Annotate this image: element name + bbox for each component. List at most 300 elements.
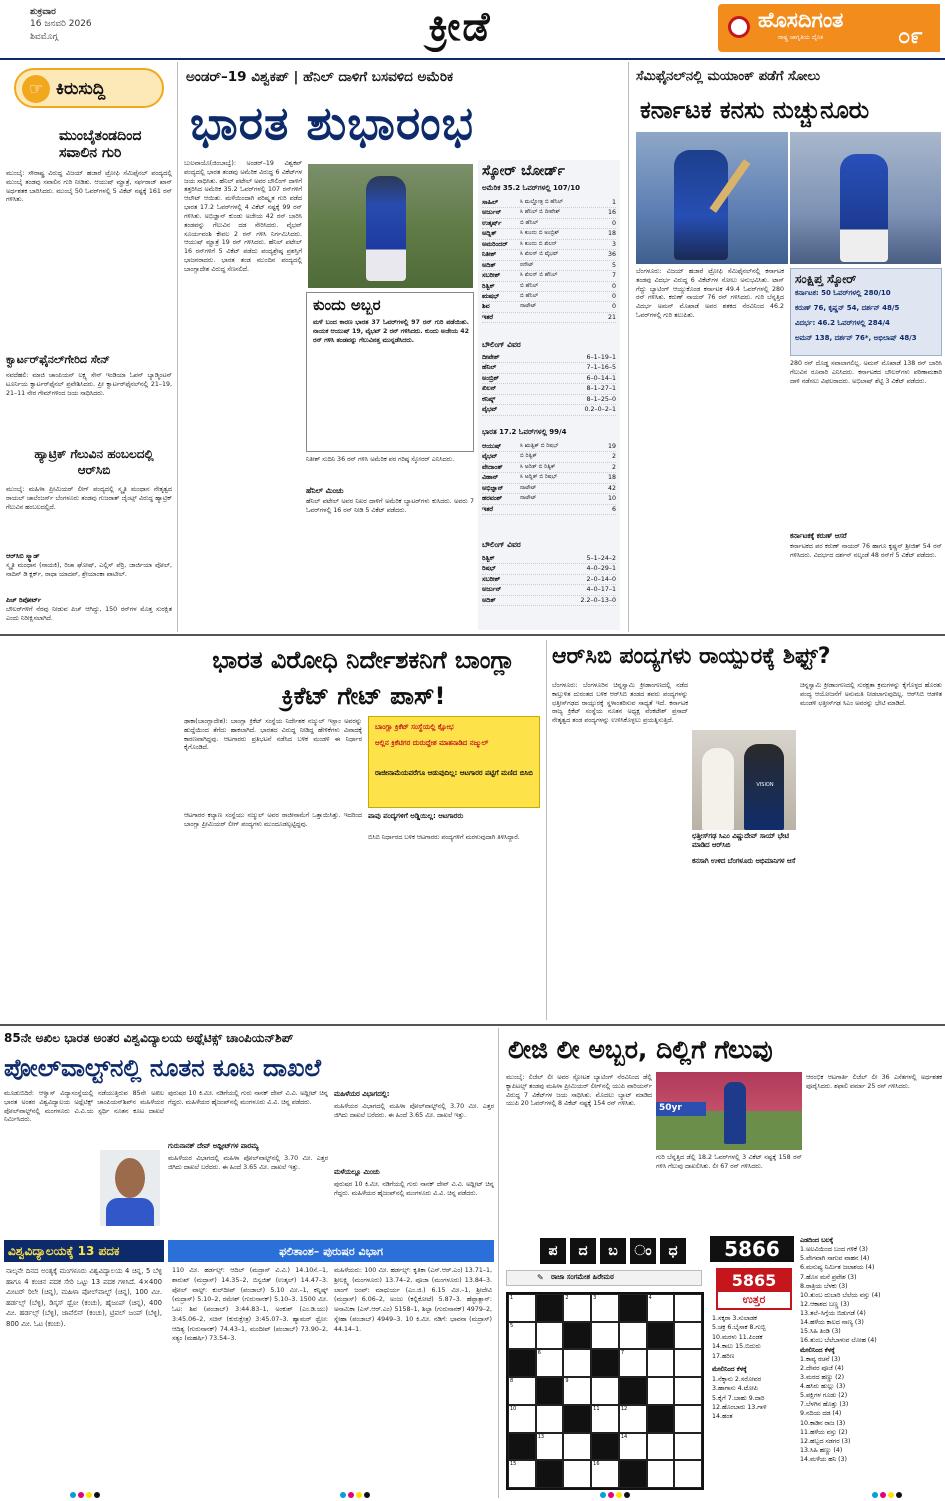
answer-line: 1.ನೆಕ್ಕಾನು 2.ಸರೋವರ [712,1375,762,1383]
clue-number: 8 [510,1378,514,1385]
grid-cell[interactable] [536,1349,564,1377]
answer-line: 1.ಸಕ್ಕರಾ 3.ಸುಲಾಡಕ [712,1315,757,1322]
sponsor-bar [506,1270,702,1286]
clue-number: 4 [648,1295,652,1301]
clue-across: 15.ಸಿಹಿ ತಿಂಡಿ (3) [800,1328,841,1336]
clue-number: 5 [510,1322,514,1329]
title-cell: ಪ [540,1238,566,1264]
grid-cell[interactable] [591,1377,619,1405]
score-cell: 21 [607,313,616,321]
highlight-item: ಆಲ್ಲಿನ ಕ್ರಿಕೆಟಿಗರ ದುರುದ್ದೇಶ ಮಾತನಾಡಿದ ನಜ್ಮುಲ್ [375,739,489,747]
score-cell: ಆಯುಷ್ [482,443,502,450]
answer-line: 17.ಹರಿಣ [712,1352,735,1360]
masthead [0,0,945,56]
clue-number: 14 [620,1433,628,1440]
score-cell: ಸಿ ಮಲ್ಹೋತ್ರ ಬಿ ಹೆನಿಲ್ [520,199,564,205]
score-cell: ನಿತೀಶ್ [482,251,497,259]
score-cell: 6–0–14–1 [586,374,616,382]
summary-line: ಕರ್ನಾಟಕ: 50 ಓವರ್‌ಗಳಲ್ಲಿ 280/10 [795,289,891,297]
score-cell: 2.2–0–13–0 [580,596,616,604]
score-cell: ನಾಟೌಟ್ [520,495,537,502]
clue-number: 15 [510,1461,517,1468]
person-figure [702,748,734,830]
score-cell: 2 [611,453,616,461]
crossword-grid[interactable] [506,1292,704,1490]
score-cell: 6–1–19–1 [586,354,616,361]
score-cell: ಸಿ ಅದಿತ್ ಬಿ ರಿತ್ವಿಕ್ [520,463,556,470]
pole-body-2: ಪುರುಷರ 10 ಕಿ.ಮೀ. ನಡಿಗೆಯಲ್ಲಿ ಗುರು ನಾನಕ್ ದೇವ್ ವಿ.ವಿ. ಅಥ್ಲೀಟ್ ಚಿನ್ನ ಗೆದ್ದರು. ಮಹಿಳೆಯರ ಹೈಜಂಪ್‌ನಲ್ಲಿ ಮಂಗಳೂರು ವಿ.ವಿ. ಚಿನ್ನ ಪಡೆದರು. [168,1090,328,1106]
clue-down: 11.ಹಳೆಯ ವಸ್ತು (2) [800,1428,848,1436]
score-cell: 0 [611,219,616,227]
grid-cell[interactable] [508,1322,536,1350]
grid-cell[interactable] [591,1405,619,1433]
score-cell: ಅದಿತ್ [482,261,496,269]
clue-number: 12 [620,1405,628,1412]
grid-cell[interactable] [563,1377,591,1405]
results-title: ಫಲಿತಾಂಶ– ಪುರುಷರ ವಿಭಾಗ [168,1240,494,1262]
rcb-headline: ಆರ್‌ಸಿಬಿ ಪಂದ್ಯಗಳು ರಾಯ್ಪುರಕ್ಕೆ ಶಿಫ್ಟ್? [552,644,831,669]
grid-block [647,1322,675,1350]
score-cell: ಉತ್ಕರ್ಷ್ [482,219,502,227]
score-cell [520,313,608,322]
padabandha-title [540,1238,708,1264]
score-cell: ವೈಭವ್ [482,406,498,414]
score-cell: ರನೌಟ್ [520,261,534,268]
registration-dots [872,1492,912,1500]
usa-batting-list [482,198,616,338]
lead-body-2: ನಿತೀಶ್ ಸುದಿನಿ 36 ರನ್ ಗಳಿಸಿ ಅಮೆರಿಕ ಪರ ಗರಿಷ್ಠ ಸ್ಕೋರರ್ ಎನಿಸಿದರು. [306,456,455,463]
score-cell: ಅಭಿಜ್ಞಾನ್ [482,484,504,492]
grid-block [591,1433,619,1461]
rcb-body: ಬೆಂಗಳೂರು: ಬೆಂಗಳೂರಿನ ಚಿನ್ನಸ್ವಾಮಿ ಕ್ರೀಡಾಂಗಣದಲ್ಲಿ ನಡೆದ ಕಾಲ್ತುಳಿತ ದುರಂತದ ಬಳಿಕ ಆರ್‌ಸಿಬಿ ತಂಡದ ತವರು ಪಂದ್ಯಗಳನ್ನು ಛತ್ತೀಸ್‌ಗಢದ ರಾಯ್ಪುರಕ್ಕೆ ಸ್ಥಳಾಂತರಿಸುವ ಸಾಧ್ಯತೆ ಇದೆ. ಕರ್ನಾಟಕ ರಾಜ್ಯ ಕ್ರಿಕೆಟ್ ಸಂಸ್ಥೆಯ ನೂತನ ಅಧ್ಯಕ್ಷ ವೆಂಕಟೇಶ್ ಪ್ರಸಾದ್ ನೇತೃತ್ವದ ತಂಡ ಪಂದ್ಯಗಳನ್ನು ಉಳಿಸಿಕೊಳ್ಳಲು ಪ್ರಯತ್ನಿಸುತ್ತಿದೆ. [552,682,688,725]
score-cell: ನಾಟೌಟ್ [520,484,537,491]
score-cell: 19 [607,443,616,450]
score-row [482,554,616,564]
henil-title: ಹೆನಿಲ್ ಮಿಂಚು [306,486,344,495]
pole-body: ಮೂಡುಬಿದಿರೆ: ಆಳ್ವಾಸ್ ವಿದ್ಯಾಸಂಸ್ಥೆಯಲ್ಲಿ ನಡೆಯುತ್ತಿರುವ 85ನೇ ಅಖಿಲ ಭಾರತ ಅಂತರ ವಿಶ್ವವಿದ್ಯಾಲಯ ಅಥ್ಲೆಟಿಕ್ಸ್ ಚಾಂಪಿಯನ್‌ಶಿಪ್‌ನ ಮಹಿಳೆಯರ ಪೋಲ್‌ವಾಲ್ಟ್‌ನಲ್ಲಿ ಮಂಗಳೂರು ವಿ.ವಿ.ಯ ಸ್ಪರ್ಧಿ ನೂತನ ಕೂಟ ದಾಖಲೆ ನಿರ್ಮಿಸಿದರು. [4,1090,164,1124]
score-cell: ಸಿ ಹೆನಿಲ್ ಬಿ ದೀಪೇಶ್ [520,209,561,216]
clue-number: 10 [510,1405,517,1412]
results-col-1: 110 ಮೀ. ಹರ್ಡಲ್ಸ್: ಆದಿಲ್ (ಮದ್ರಾಸ್ ವಿ.ವಿ.) 14.10ಸೆ.–1, ಶಾರುಖ್ (ಮದ್ರಾಸ್) 14.35–2, ಬಿಸ್ವಜಿತ್ (ಉತ್ಕಲ್) 14.47–3. ಪೋಲ್ ವಾಲ್ಟ್: ಕುಲ್‌ದೀಪ್ (ಪಂಜಾಬ್) 5.10 ಮೀ.–1, ಕನ್ನಿಷ್ಕ್ (ಮದ್ರಾಸ್) 5.10–2, ರಮೇಶ್ (ಗುರುನಾನಕ್) 5.10–3. 1500 ಮೀ. ಓಟ: ಶಿವ (ಪಂಜಾಬ್) 3:44.83–1, ಅಂಕುಶ್ (ಎಂ.ಡಿ.ಯು) 3:45.06–2, ಸಚಿನ್ (ಕುರುಕ್ಷೇತ್ರ) 3:45.07–3. ಹ್ಯಾಮರ್ ಥ್ರೋ: ಆದಿತ್ಯ (ಗುರುನಾನಕ್) 74.43–1, ಮಂದೀಪ್ (ಪಂಜಾಬ್) 73.90–2, ಸತ್ಯಂ (ಮಹರ್ಷಿ) 73.54–3. [172,1267,328,1343]
ad-board: 50yr [656,1102,706,1116]
grid-cell[interactable] [591,1322,619,1350]
pole-kicker: 85ನೇ ಅಖಿಲ ಭಾರತ ಅಂತರ ವಿಶ್ವವಿದ್ಯಾಲಯ ಅಥ್ಲೆಟಿಕ್ಸ್ ಚಾಂಪಿಯನ್‌ಶಿಪ್ [4,1031,294,1045]
score-row [482,575,616,585]
bowling-title: ಬೌಲಿಂಗ್ ವಿವರ [482,340,521,349]
kirusuddi-badge [14,68,164,108]
grid-cell[interactable] [674,1322,702,1350]
grid-cell[interactable] [674,1433,702,1461]
grid-cell[interactable] [508,1377,536,1405]
score-row [482,484,616,494]
lead-kicker: ಅಂಡರ್–19 ವಿಶ್ವಕಪ್ | ಹೆನಿಲ್ ದಾಳಿಗೆ ಬಸವಳಿದ ಅಮೆರಿಕ [186,69,454,85]
prev-answer-box [716,1268,792,1310]
score-row [482,240,616,250]
jersey-text: VISION [756,782,774,788]
score-row [482,405,616,415]
grid-cell[interactable] [674,1377,702,1405]
score-cell: ದೀಪೇಶ್ [482,354,500,361]
score-cell: ಋಷಭ್ [482,292,500,300]
pointing-hand-icon: ☞ [22,75,50,103]
grid-cell[interactable] [674,1405,702,1433]
lead-player-photo [308,164,473,288]
grid-cell[interactable] [508,1294,536,1322]
score-row [482,463,616,473]
grid-cell[interactable] [563,1294,591,1322]
pole-body-3: ಮಹಿಳೆಯರ ವಿಭಾಗದಲ್ಲಿ ಮಹಿಳಾ ಪೋಲ್‌ವಾಲ್ಟ್‌ನಲ್ಲಿ 3.70 ಮೀ. ಎತ್ತರ ಜಿಗಿದು ದಾಖಲೆ ಬರೆದರು. ಈ ಹಿಂದೆ 3.65 ಮೀ. ದಾಖಲೆ ಇತ್ತು. [334,1103,494,1119]
score-row [482,198,616,208]
grid-block [563,1405,591,1433]
semi-kicker: ಸೆಮಿಫೈನಲ್‌ನಲ್ಲಿ ಮಯಾಂಕ್ ಪಡೆಗೆ ಸೋಲು [636,69,820,84]
clue-across: 12.ಆಕಾಶದ ಬಣ್ಣ (3) [800,1300,850,1308]
registration-dots [70,1492,110,1500]
column-divider [177,62,178,632]
section-title: ಕ್ರೀಡೆ [428,4,492,50]
title-cell: ಂ [630,1238,656,1264]
score-cell: ಅರ್ಜುನ್ [482,209,502,217]
highlight-item: ರಾಜೀನಾಮೆಯವರೆಗೂ ಆಡುವುದಿಲ್ಲ: ಆಟಗಾರರ ಪಟ್ಟಿಗೆ ಮಣಿದ ಬಿಸಿಬಿ [375,769,533,777]
score-cell: ಸಿ ಋತ್ವಿಕ್ ಬಿ ರಿಷಭ್ [520,443,559,449]
grid-block [619,1460,647,1488]
grid-cell[interactable] [647,1433,675,1461]
score-cell: 8–1–27–1 [586,385,616,393]
clue-across: 10.ತುಂಬ ದುಬಾರಿ ಬೆಲೆಯ ವಸ್ತು (4) [800,1291,881,1299]
clue-down: 13.ಸಿಹಿ ಹಣ್ಣು (4) [800,1446,843,1454]
ind-bowling-list [482,353,616,423]
answer-line: 14.ಹಂತ [712,1413,733,1421]
paper-name: ಹೊಸದಿಗಂತ [758,8,844,32]
score-row [482,452,616,462]
results-box [168,1240,494,1490]
grid-cell[interactable] [674,1349,702,1377]
lead-body: ಬುಲವಾಯೊ(ಜಿಂಬಾಬ್ವೆ): ಅಂಡರ್–19 ವಿಶ್ವಕಪ್ ಪಂದ್ಯದಲ್ಲಿ ಭಾರತ ತಂಡವು ಅಮೆರಿಕ ವಿರುದ್ಧ 6 ವಿಕೆಟ್‌ಗಳ ಜಯ ಸಾಧಿಸಿತು. ಹೆನಿಲ್ ಪಟೇಲ್ ಅವರ ಬೌಲಿಂಗ್ ದಾಳಿಗೆ ತತ್ತರಿಸಿದ ಅಮೆರಿಕ 35.2 ಓವರ್‌ಗಳಲ್ಲಿ 107 ರನ್‌ಗಳಿಗೆ ಆಲೌಟ್ ಆಯಿತು. ಮಳೆಯಿಂದಾಗಿ ಪರಿಷ್ಕೃತ ಗುರಿ ಪಡೆದ ಭಾರತ 17.2 ಓವರ್‌ಗಳಲ್ಲಿ 4 ವಿಕೆಟ್ ನಷ್ಟಕ್ಕೆ 99 ರನ್ ಗಳಿಸಿತು. ಅಭಿಜ್ಞಾನ್ ಕುಂಡು ಅಜೇಯ 42 ರನ್ ಬಾರಿಸಿ ತಂಡವನ್ನು ಗೆಲುವಿನ ದಡ ಸೇರಿಸಿದರು. ವೈಭವ್ ಸೂರ್ಯವಂಶಿ ಕೇವಲ 2 ರನ್ ಗಳಿಸಿ ನಿರ್ಗಮಿಸಿದರು. ಆಯುಷ್ ಮ್ಹಾತ್ರೆ 19 ರನ್ ಗಳಿಸಿದರು. ಹೆನಿಲ್ ಪಟೇಲ್ 16 ರನ್‌ಗಳಿಗೆ 5 ವಿಕೆಟ್ ಪಡೆದು ಪಂದ್ಯಶ್ರೇಷ್ಠ ಪ್ರಶಸ್ತಿಗೆ ಭಾಜನರಾದರು. ಭಾರತ ತಂಡ ಮುಂದಿನ ಪಂದ್ಯದಲ್ಲಿ ಬಾಂಗ್ಲಾದೇಶ ವಿರುದ್ಧ ಸೆಣಸಲಿದೆ. [184,160,302,273]
score-row [482,282,616,292]
grid-cell[interactable] [647,1349,675,1377]
score-cell: ಅರ್ಜುನ್ [482,586,502,594]
puzzle-number: 5866 [710,1236,794,1262]
score-cell: ಅಮರಿಂದರ್ [482,240,508,248]
score-row [482,292,616,302]
grid-cell[interactable] [647,1294,675,1322]
score-cell: 0 [611,282,616,290]
clue-number: 13 [537,1433,545,1440]
grid-block [619,1294,647,1322]
grid-cell[interactable] [647,1460,675,1488]
score-row [482,208,616,218]
semi-body: ಬೆಂಗಳೂರು: ವಿಜಯ್ ಹಜಾರೆ ಟ್ರೋಫಿ ಸೆಮಿಫೈನಲ್‌ನಲ್ಲಿ ಕರ್ನಾಟಕ ತಂಡವು ವಿದರ್ಭ ವಿರುದ್ಧ 6 ವಿಕೆಟ್‌ಗಳ ಸೋಲು ಅನುಭವಿಸಿತು. ಟಾಸ್ ಗೆದ್ದು ಬ್ಯಾಟಿಂಗ್ ಆಯ್ದುಕೊಂಡ ಕರ್ನಾಟಕ 49.4 ಓವರ್‌ಗಳಲ್ಲಿ 280 ರನ್ ಗಳಿಸಿತು. ಕರುಣ್ ನಾಯರ್ 76 ರನ್ ಗಳಿಸಿದರು. ಗುರಿ ಬೆನ್ನತ್ತಿದ ವಿದರ್ಭ ಅಮನ್ ಮೊಖಾಡೆ ಅವರ ಶತಕದ ನೆರವಿನಿಂದ 46.2 ಓವರ್‌ಗಳಲ್ಲಿ ಗುರಿ ತಲುಪಿತು. [636,268,784,320]
score-row [482,229,616,239]
grid-cell[interactable] [591,1294,619,1322]
usa-bowling-list [482,554,616,624]
clue-across: 13.ತಲೆ–ಸಿಗ್ಗೆಯ ಬಿಡುಗಡೆ (4) [800,1310,866,1317]
brief-subhead: ಆರ್‌ಸಿಬಿ ಸ್ಕ್ವಾಡ್ [6,552,40,560]
bangla-body-2: ಆಟಗಾರರ ಕಲ್ಯಾಣ ಸಂಸ್ಥೆಯು ನಜ್ಮುಲ್ ಅವರ ರಾಜೀನಾಮೆಗೆ ಒತ್ತಾಯಿಸಿತ್ತು. ಇದರಿಂದ ಬಾಂಗ್ಲಾ ಪ್ರೀಮಿಯರ್ ಲೀಗ್ ಪಂದ್ಯಗಳು ಮುಂದೂಡಲ್ಪಟ್ಟಿದ್ದವು. [184,812,362,828]
grid-cell[interactable] [647,1377,675,1405]
kirusuddi-title: ಕಿರುಸುದ್ದಿ [56,79,106,99]
usa-total: ಅಮೆರಿಕ 35.2 ಓವರ್‌ಗಳಲ್ಲಿ 107/10 [482,184,580,192]
score-cell: 0.2–0–2–1 [584,406,616,414]
score-cell: 8–1–25–0 [586,395,616,403]
score-cell: ವೇದಾಂತ್ [482,463,503,471]
issue-city: ಶಿವಮೊಗ್ಗ [30,31,58,42]
clue-across: 16.ತುಂಬ ಬೆಲೆಬಾಳುವ ಲೋಹ (4) [800,1337,877,1345]
grid-cell[interactable] [563,1460,591,1488]
summary-line: ಅಮನ್ 138, ದರ್ಶನ್ 76*, ಅಭಿಲಾಷ್ 48/3 [795,334,917,342]
clue-down: 4.ಹಸಿರು ಹುಲ್ಲು (3) [800,1383,846,1390]
prev-label: ಉತ್ತರ [742,1293,766,1306]
grid-block [619,1377,647,1405]
score-cell: 7 [611,272,616,280]
masthead-rule [0,58,945,60]
semi-photo-batter [636,132,788,264]
brief-body: ನವದೆಹಲಿ: ಮಾಜಿ ಚಾಂಪಿಯನ್ ಲಕ್ಷ್ಯ ಸೇನ್ ಇಂಡಿಯಾ ಓಪನ್ ಬ್ಯಾಡ್ಮಿಂಟನ್ ಟೂರ್ನಿಯ ಕ್ವಾರ್ಟರ್‌ಫೈನಲ್ ಪ್ರವೇಶಿಸಿದರು. ಪ್ರೀ ಕ್ವಾರ್ಟರ್‌ಫೈನಲ್‌ನಲ್ಲಿ 21–19, 21–11 ನೇರ ಗೇಮ್‌ಗಳಿಂದ ಜಯ ಸಾಧಿಸಿದರು. [6,372,172,397]
clues-heading: ಮೇಲಿನಿಂದ ಕೆಳಕ್ಕೆ [800,1346,835,1354]
brief-head: ಹ್ಯಾಟ್ರಿಕ್ ಗೆಲುವಿನ ಹಂಬಲದಲ್ಲಿ ಆರ್‌ಸಿಬಿ [34,447,154,477]
clue-number: 1 [510,1295,514,1301]
column-divider [498,1028,499,1498]
score-cell: 4–0–17–1 [586,586,616,594]
prev-answers [712,1314,796,1490]
grid-block [536,1377,564,1405]
bowling-title: ಬೌಲಿಂಗ್ ವಿವರ [482,540,521,549]
batter-figure [724,1082,746,1144]
answer-heading: ಮೇಲಿನಿಂದ ಕೆಳಕ್ಕೆ [712,1366,747,1374]
grid-block [536,1294,564,1322]
clue-down: 3.ಮರದ ಹಣ್ಣು (2) [800,1373,845,1381]
clue-across: 14.ಹಳೆಯ ಕಾಲದ ನಾಣ್ಯ (3) [800,1319,864,1327]
score-cell: ಸಬರೀಶ್ [482,575,501,583]
leeji-headline: ಲೀಜಿ ಲೀ ಅಬ್ಬರ, ದಿಲ್ಲಿಗೆ ಗೆಲುವು [508,1035,773,1064]
henil-body: ಹೆನಿಲ್ ಪಟೇಲ್ ಅವರ ನಿಖರ ದಾಳಿಗೆ ಅಮೆರಿಕ ಬ್ಯಾಟರ್‌ಗಳು ಕುಸಿದರು. ಅವರು 7 ಓವರ್‌ಗಳಲ್ಲಿ 16 ರನ್ ನೀಡಿ 5 ವಿಕೆಟ್ ಪಡೆದರು. [306,498,474,514]
player-figure [366,176,406,281]
athlete-face [115,1158,145,1198]
highlight-item: ಬಾಂಗ್ಲಾ ಕ್ರಿಕೆಟ್ ಸಂಸ್ಥೆಯಲ್ಲಿ ಕ್ಷೋಭ [375,723,454,731]
clue-number: 6 [537,1350,541,1357]
score-cell: ರಿತ್ವಿಕ್ [482,282,495,290]
clue-number: 2 [565,1295,569,1301]
grid-cell[interactable] [536,1322,564,1350]
score-cell: 3 [611,240,616,248]
grid-block [647,1405,675,1433]
semi-headline: ಕರ್ನಾಟಕ ಕನಸು ನುಚ್ಚುನೂರು [640,96,870,124]
score-cell: 2–0–14–0 [586,575,616,583]
grid-cell[interactable] [536,1405,564,1433]
clue-across: 6.ಮನುಷ್ಯ ನಿರ್ಮಿತ ಜಲಾಶಯ (4) [800,1264,875,1272]
ind-batting-list [482,442,616,532]
score-row [482,395,616,405]
score-cell: ಇತರೆ [482,505,494,513]
clue-across: 8.ರಾತ್ರಿಯ ಬೆಳಕು (3) [800,1282,848,1290]
leeji-photo [656,1072,802,1150]
grid-cell[interactable] [536,1433,564,1461]
leeji-body: ಮುಂಬೈ: ಲಿಜೆಲ್ ಲೀ ಅವರ ಸ್ಫೋಟಕ ಬ್ಯಾಟಿಂಗ್ ನೆರವಿನಿಂದ ಡೆಲ್ಲಿ ಕ್ಯಾಪಿಟಲ್ಸ್ ತಂಡವು ಮಹಿಳಾ ಪ್ರೀಮಿಯರ್ ಲೀಗ್‌ನಲ್ಲಿ ಯುಪಿ ವಾರಿಯರ್ಸ್ ವಿರುದ್ಧ 7 ವಿಕೆಟ್‌ಗಳ ಜಯ ಸಾಧಿಸಿತು. ಮೊದಲು ಬ್ಯಾಟ್ ಮಾಡಿದ ಯುಪಿ 20 ಓವರ್‌ಗಳಲ್ಲಿ 8 ವಿಕೆಟ್ ನಷ್ಟಕ್ಕೆ 154 ರನ್ ಗಳಿಸಿತು. [506,1074,652,1108]
grid-cell[interactable] [619,1433,647,1461]
registration-dots [600,1492,640,1500]
pole-headline: ಪೋಲ್‌ವಾಲ್ಟ್‌ನಲ್ಲಿ ನೂತನ ಕೂಟ ದಾಖಲೆ [4,1054,322,1082]
clue-across: 5.ವೇಗವಾಗಿ ಸಾಗುವ ವಾಹನ (4) [800,1255,870,1263]
issue-date: 16 ಜನವರಿ 2026 [30,19,92,30]
score-cell: 42 [607,484,616,492]
sponsor-name: ರಾಜಾ ಸಂಗಮೇಶ ಹಿರೇಮಠ [551,1273,614,1281]
score-row [482,271,616,281]
score-row [482,261,616,271]
pole-subhead: ಮಹಿಳೆಯರ ವಿಭಾಗದಲ್ಲಿ: [334,1090,390,1098]
brief-body: ಮುಂಬೈ: ಸೌರಾಷ್ಟ್ರ ವಿರುದ್ಧ ವಿಜಯ್ ಹಜಾರೆ ಟ್ರೋಫಿ ಸೆಮಿಫೈನಲ್ ಪಂದ್ಯದಲ್ಲಿ ಮುಂಬೈ ತಂಡವು ಸವಾಲಿನ ಗುರಿ ನೀಡಿತು. ಆಯುಷ್ ಮ್ಹಾತ್ರೆ, ಸರ್ಫರಾಜ್ ಖಾನ್ ಅರ್ಧಶತಕ ಬಾರಿಸಿದರು. ಮುಂಬೈ 50 ಓವರ್‌ಗಳಲ್ಲಿ 5 ವಿಕೆಟ್ ನಷ್ಟಕ್ಕೆ 161 ರನ್ ಗಳಿಸಿತು. [6,170,172,204]
score-cell: ಶಿವ [482,303,490,311]
caption-line: ಕನಸಾಗಿ ಉಳಿದ ಬೆಂಗಳೂರು ಅಭಿಮಾನಿಗಳ ಆಸೆ [692,856,796,865]
score-cell: ವೈಭವ್ [482,453,498,461]
title-cell: ಬ [600,1238,626,1264]
brief-head: ಕ್ವಾರ್ಟರ್‌ಫೈನಲ್‌ಗೇರಿದ ಸೇನ್ [6,353,110,366]
grid-cell[interactable] [563,1349,591,1377]
issue-info [30,6,180,50]
brief-body: ಮುಂಬೈ: ಮಹಿಳಾ ಪ್ರೀಮಿಯರ್ ಲೀಗ್ ಪಂದ್ಯದಲ್ಲಿ ಸ್ಮೃತಿ ಮಂಧಾನ ನೇತೃತ್ವದ ರಾಯಲ್ ಚಾಲೆಂಜರ್ಸ್ ಬೆಂಗಳೂರು ತಂಡವು ಗುಜರಾತ್ ಜೈಂಟ್ಸ್ ವಿರುದ್ಧ ಹ್ಯಾಟ್ರಿಕ್ ಗೆಲುವಿನ ಹಂಬಲದಲ್ಲಿದೆ. [6,486,172,511]
ind-total: ಭಾರತ 17.2 ಓವರ್‌ಗಳಲ್ಲಿ 99/4 [482,428,567,436]
answer-line: 12.ಹೊಂಬಾರು 13.ಗಾಳಿ [712,1403,767,1411]
summary-title: ಸಂಕ್ಷಿಪ್ತ ಸ್ಕೋರ್ [795,272,857,286]
answer-line: 10.ಮರಳು 11.ಪಿಂಡಕ [712,1333,763,1341]
answer-line: 5.ಕೈಗೆ 7.ಬಾಹು 9.ದಾರಿ [712,1394,765,1402]
brief-body: ಸ್ಮೃತಿ ಮಂಧಾನ (ನಾಯಕಿ), ರಿಚಾ ಘೋಷ್, ಎಲ್ಲಿಸ್ ಪೆರ್ರಿ, ಜಾರ್ಜಿಯಾ ವೋಲ್, ನಾದಿನ್ ಡಿ ಕ್ಲರ್ಕ್, ರಾಧಾ ಯಾದವ್, ಶ್ರೇಯಾಂಕಾ ಪಾಟೀಲ್. [6,562,172,578]
clue-down: 7.ಬೆಳಗಿನ ಹೊತ್ತು (3) [800,1401,849,1409]
summary-box [790,268,942,356]
score-cell: ನಾಟೌಟ್ [520,303,537,310]
score-row [482,596,616,606]
score-cell: ಅಂಬ್ರಿಶ್ [482,374,499,382]
score-row [482,363,616,373]
semi-subhead: ಕರ್ನಾಟಕಕ್ಕೆ ಕರುಣ್ ಆಸರೆ [790,532,847,540]
score-row [482,564,616,574]
score-cell: ಬಿ ಹೆನಿಲ್ [520,292,539,299]
rcb-photo [692,730,796,830]
athlete-photo [100,1150,160,1226]
summary-line: ವಿದರ್ಭ: 46.2 ಓವರ್‌ಗಳಲ್ಲಿ 284/4 [795,319,890,327]
rcb-body-2: ಚಿನ್ನಸ್ವಾಮಿ ಕ್ರೀಡಾಂಗಣದಲ್ಲಿ ಸುರಕ್ಷತಾ ಕ್ರಮಗಳನ್ನು ಕೈಗೊಳ್ಳದ ಹೊರತು ಪಂದ್ಯ ಆಯೋಜನೆಗೆ ಅನುಮತಿ ನೀಡಲಾಗುವುದಿಲ್ಲ. ಆರ್‌ಸಿಬಿ ಆಡಳಿತ ಮಂಡಳಿ ಛತ್ತೀಸ್‌ಗಢ ಸಿಎಂ ಅವರನ್ನು ಭೇಟಿ ಮಾಡಿದೆ. [800,682,942,707]
clue-down: 10.ಕಾಡಿನ ರಾಜ (3) [800,1419,846,1427]
score-row [482,494,616,504]
registration-dots [340,1492,380,1500]
score-cell: ಸಿ ಕುಂದು ಬಿ ಖಿಲನ್ [520,240,557,247]
kirusuddi-column [4,62,174,632]
column-divider [628,62,629,632]
medal-body: ನಾಲ್ಕನೇ ದಿನದ ಅಂತ್ಯಕ್ಕೆ ಮಂಗಳೂರು ವಿಶ್ವವಿದ್ಯಾಲಯ 4 ಚಿನ್ನ, 5 ಬೆಳ್ಳಿ ಹಾಗೂ 4 ಕಂಚಿನ ಪದಕ ಸೇರಿ ಒಟ್ಟು 13 ಪದಕ ಗಳಿಸಿದೆ. 4×400 ಮೀಟರ್ ರಿಲೇ (ಚಿನ್ನ), ಮಹಿಳಾ ಪೋಲ್‌ವಾಲ್ಟ್ (ಚಿನ್ನ), 100 ಮೀ. ಹರ್ಡಲ್ಸ್ (ಬೆಳ್ಳಿ), ಡಿಸ್ಕಸ್ ಥ್ರೋ (ಕಂಚು), ಹೈಜಂಪ್ (ಚಿನ್ನ), 400 ಮೀ. ಹರ್ಡಲ್ಸ್ (ಬೆಳ್ಳಿ), ಜಾವೆಲಿನ್ (ಕಂಚು), ಟ್ರಿಪಲ್ ಜಂಪ್ (ಬೆಳ್ಳಿ), 800 ಮೀ. ಓಟ (ಕಂಚು). [6,1267,162,1328]
clue-down: 2.ದೇವರ ಪೂಜೆ (4) [800,1364,844,1372]
score-cell: ಹೆನಿಲ್ [482,364,497,372]
answer-line: 5.ಚಕ್ರ 6.ಬೈಸಾಕ 8.ಗುಬ್ಬಿ [712,1324,766,1332]
scorecard [478,160,620,630]
score-row [482,250,616,260]
section-rule [0,634,945,636]
score-cell: ಸಿ ಕುಂದು ಬಿ ಅಂಬ್ರಿಶ್ [520,230,560,237]
clue-number: 11 [593,1405,600,1412]
grid-cell[interactable] [508,1460,536,1488]
bangla-subhead: ಪಾವು ಪಂದ್ಯಗಳಿಗೆ ಅಡ್ಡಿಯಿಲ್ಲ: ಆಟಗಾರರು [368,812,464,820]
kundu-box [306,292,474,452]
score-cell: ಸಬರೀಶ್ [482,272,501,280]
fielder-figure [840,154,888,262]
medal-box [4,1240,164,1490]
lead-headline: ಭಾರತ ಶುಭಾರಂಭ [190,96,475,150]
score-cell: ರಿತ್ವಿಕ್ [482,555,495,562]
score-row [482,353,616,363]
score-cell: ಸಾಹಿಲ್ [482,199,499,206]
paper-logo [718,4,940,52]
pole-subhead: ಗುರುನಾನಕ್ ದೇವ್ ಅಥ್ಲೀಟ್‌ಗಳ ಪಾರಮ್ಯ [168,1142,259,1150]
jersey-figure [744,744,784,830]
score-row [482,219,616,229]
score-row [482,313,616,323]
pole-subhead: ಮಳೆಯಲ್ಲೂ ಮಿಂಚು [334,1168,380,1176]
score-cell: 7–1–16–5 [586,364,616,372]
score-cell: 1 [611,199,616,206]
score-cell: 36 [607,251,616,259]
score-cell: 6 [611,505,616,513]
summary-line: ಕರುಣ್ 76, ಕೃಷ್ಣನ್ 54, ದರ್ಶನ್ 48/5 [795,304,900,312]
bangla-body: ಢಾಕಾ(ಬಾಂಗ್ಲಾದೇಶ): ಬಾಂಗ್ಲಾ ಕ್ರಿಕೆಟ್ ಸಂಸ್ಥೆಯ ನಿರ್ದೇಶಕ ನಜ್ಮುಲ್ ಇಸ್ಲಾಂ ಅವರನ್ನು ಹುದ್ದೆಯಿಂದ ತೆಗೆದು ಹಾಕಲಾಗಿದೆ. ಭಾರತದ ವಿರುದ್ಧ ನೀಡಿದ್ದ ಹೇಳಿಕೆಗಳು ವಿವಾದಕ್ಕೆ ಕಾರಣವಾಗಿದ್ದವು. ಆಟಗಾರರು ಪ್ರತಿಭಟನೆ ನಡೆಸಿದ ಬಳಿಕ ಮಂಡಳಿ ಈ ನಿರ್ಧಾರ ಕೈಗೊಂಡಿದೆ. [184,718,362,752]
score-cell: ಸಿ ಖಿಲನ್ ಬಿ ಹೆನಿಲ್ [520,272,558,279]
results-col-2: ಮಹಿಳೆಯರು: 100 ಮೀ. ಹರ್ಡಲ್ಸ್: ಕೃತಿಕಾ (ಎಸ್.ಆರ್.ಎಂ) 13.71–1, ಶ್ರೀಲಕ್ಷ್ಮಿ (ಮಂಗಳೂರು) 13.74–2, ಪೂಜಾ (ಮಂಗಳೂರು) 13.84–3. ಲಾಂಗ್ ಜಂಪ್: ಮಾಧುರ್ಯ (ಎಂ.ಜಿ.) 6.15 ಮೀ.–1, ಶ್ರೀದೇವಿ (ಮದ್ರಾಸ್) 6.06–2, ಅಂಜು (ಕಲ್ಲಿಕೋಟೆ) 5.87–3. ಹೆಪ್ಟಾತ್ಲಾನ್: ಅನಾಮಿಕಾ (ಎಸ್.ಆರ್.ಎಂ) 5158–1, ಶಿಲ್ಪಾ (ಗುರುನಾನಕ್) 4979–2, ಸ್ನೇಹಾ (ಪಂಜಾಬ್) 4949–3. 10 ಕಿ.ಮೀ. ನಡಿಗೆ: ಭಾವನಾ (ಮದ್ರಾಸ್) 44.14–1. [334,1267,492,1333]
score-cell: ಬಿ ಹೆನಿಲ್ [520,219,539,226]
grid-block [563,1322,591,1350]
score-cell: 5–1–24–2 [586,555,616,562]
scorecard-title: ಸ್ಕೋರ್ ಬೋರ್ಡ್ [482,163,565,179]
grid-cell[interactable] [619,1349,647,1377]
answer-line: 14.ಕಾಲು 15.ಬಿದುರು [712,1343,761,1351]
score-cell: 0 [611,292,616,300]
score-row [482,442,616,452]
answer-line: 3.ಹಾಗಾಸು 4.ಟೋಪಿ [712,1385,758,1393]
brief-body: ಬೌಲರ್‌ಗಳಿಗೆ ನೆರವು ನೀಡುವ ಪಿಚ್ ಆಗಿದ್ದು, 150 ರನ್‌ಗಳ ಮೊತ್ತ ಸುರಕ್ಷಿತ ಎಂದು ನಿರೀಕ್ಷಿಸಲಾಗಿದೆ. [6,606,172,622]
clue-down: 14.ಮಳೆಯ ಹನಿ (3) [800,1456,848,1463]
athlete-shirt [106,1198,154,1226]
grid-cell[interactable] [563,1433,591,1461]
clue-number: 16 [593,1461,600,1468]
score-cell: 18 [607,230,616,238]
score-row [482,473,616,483]
section-rule [0,1024,945,1026]
kundu-title: ಕುಂದು ಅಬ್ಬರ [313,296,381,314]
clue-across: 1.ಅಲವಿಯಿಂದ ಬಂದ ಗಳಿಕೆ (3) [800,1246,868,1254]
grid-cell[interactable] [674,1294,702,1322]
paper-tagline: ರಾಷ್ಟ್ರ ಜಾಗೃತಿಯ ದೈನಿಕ [778,34,824,41]
score-cell: ರಿಷಭ್ [482,565,496,573]
grid-cell[interactable] [508,1405,536,1433]
clues [800,1236,942,1492]
column-divider [546,640,547,1020]
grid-block [508,1433,536,1461]
brief-head: ಮುಂಬೈತಂಡದಿಂದ ಸವಾಲಿನ ಗುರಿ [59,128,142,161]
score-cell: ವಿಹಾನ್ [482,474,499,482]
leeji-body-2: ಗುರಿ ಬೆನ್ನತ್ತಿದ ಡೆಲ್ಲಿ 18.2 ಓವರ್‌ಗಳಲ್ಲಿ 3 ವಿಕೆಟ್ ನಷ್ಟಕ್ಕೆ 158 ರನ್ ಗಳಿಸಿ ಗೆಲುವು ದಾಖಲಿಸಿತು. ಲೀ 67 ರನ್ ಗಳಿಸಿದರು. [656,1154,802,1170]
score-row [482,374,616,384]
clue-across: 7.ಹೊಸ ಮನೆ ಪ್ರವೇಶ (3) [800,1273,857,1281]
grid-cell[interactable] [674,1460,702,1488]
score-cell: 16 [607,209,616,217]
clue-down: 1.ಕಾವ್ಯ ರಚನೆ (3) [800,1355,841,1363]
clue-down: 5.ಪಕ್ಷಿಗಳ ಗೂಡು (2) [800,1392,848,1400]
grid-cell[interactable] [619,1405,647,1433]
grid-cell[interactable] [591,1460,619,1488]
score-row [482,384,616,394]
bangla-headline: ಭಾರತ ವಿರೋಧಿ ನಿರ್ದೇಶಕನಿಗೆ ಬಾಂಗ್ಲಾ ಕ್ರಿಕೆಟ್ ಗೇಟ್ ಪಾಸ್! [212,646,515,710]
grid-cell[interactable] [619,1322,647,1350]
score-cell: ಸಿ ಖಿಲನ್ ಬಿ ವೈಭವ್ [520,251,559,258]
brief-subhead: ಪಿಚ್ ರಿಪೋರ್ಟ್ [6,596,42,604]
semi-sub-body: ಕರ್ನಾಟಕದ ಪರ ಕರುಣ್ ನಾಯರ್ 76 ಹಾಗೂ ಕೃಷ್ಣನ್ ಶ್ರೀಜಿತ್ 54 ರನ್ ಗಳಿಸಿದರು. ವಿದರ್ಭದ ದರ್ಶನ್ ನಲ್ಕಂಡೆ 48 ರನ್‌ಗೆ 5 ವಿಕೆಟ್ ಪಡೆದರು. [790,543,942,559]
medal-title: ವಿಶ್ವವಿದ್ಯಾಲಯಕ್ಕೆ 13 ಪದಕ [4,1240,164,1262]
score-cell [520,505,612,514]
